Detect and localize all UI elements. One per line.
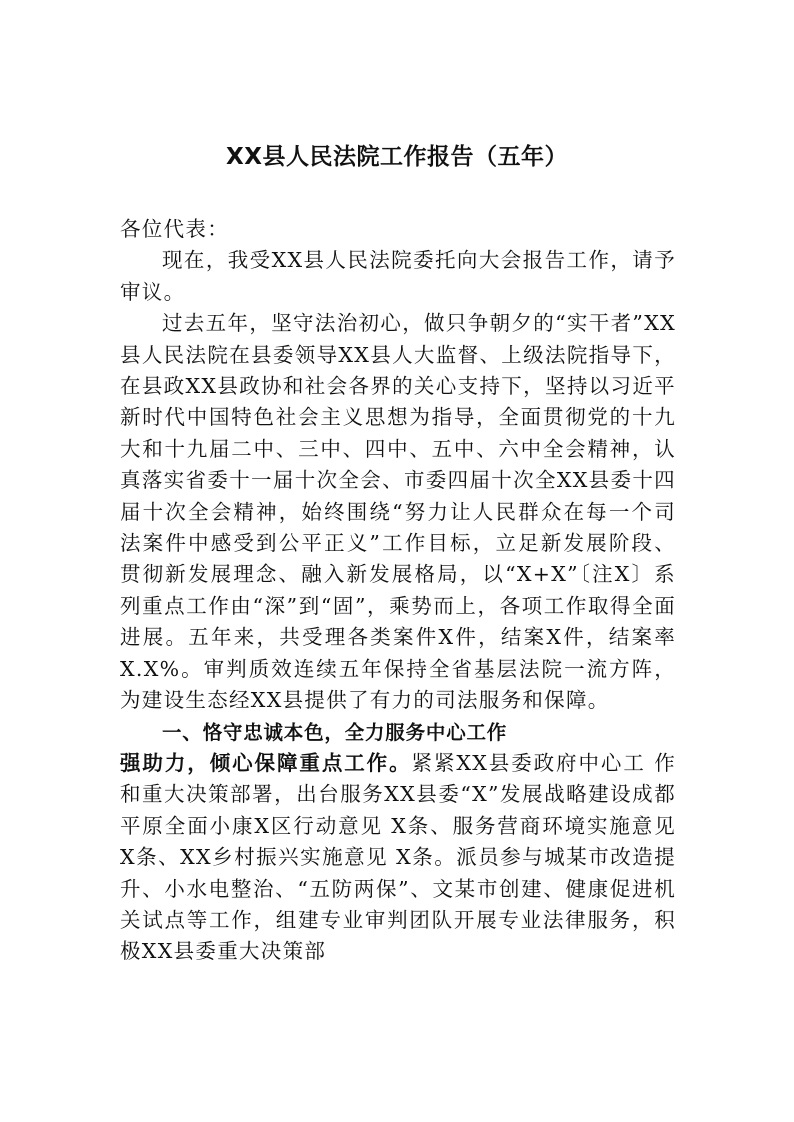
greeting: 各位代表： xyxy=(120,217,229,241)
document-title: XX县人民法院工作报告（五年） xyxy=(226,144,568,170)
section-lead: 强助力，倾心保障重点工作。 xyxy=(120,750,412,775)
section-paragraph xyxy=(120,748,676,968)
document-body xyxy=(120,214,676,968)
paragraph-summary: 过去五年，坚守法治初心，做只争朝夕的“实干者”XX县人民法院在县委领导XX县人大监督、上级法院指导下，在县政XX县政协和社会各界的关心支持下，坚持以习近平新时代中国特色社会主义思想为指导，全面贯彻党的十九大和十九届二中、三中、四中、五中、六中全会精神，认真落实省委十一届十次全会、市委四届十次全XX县委十四届十次全会精神，始终围绕“努力让人民群众在每一个司法案件中感受到公平正义”工作目标，立足新发展阶段、贯彻新发展理念、融入新发展格局，以“X+X”〔注X〕系列重点工作由“深”到“固”，乘势而上，各项工作取得全面进展。五年来，共受理各类案件X件，结案X件，结案率X.X%。审判质效连续五年保持全省基层法院一流方阵，为建设生态经XX县提供了有力的司法服务和保障。 xyxy=(120,311,676,713)
section-text: 紧紧XX县委政府中心工 作和重大决策部署，出台服务XX县委“X”发展战略建设成都平原全面小康X区行动意见 X条、服务营商环境实施意见 X条、XX乡村振兴实施意见 X条。派员参与城某市改造提升、小水电整治、“五防两保”、文某市创建、健康促进机关试点等工作，组建专业审判团队开展专业法律服务，积极XX县委重大决策部 xyxy=(120,750,676,964)
section-heading: 一、恪守忠诚本色，全力服务中心工作 xyxy=(162,720,508,744)
paragraph-intro: 现在，我受XX县人民法院委托向大会报告工作，请予审议。 xyxy=(120,248,676,304)
